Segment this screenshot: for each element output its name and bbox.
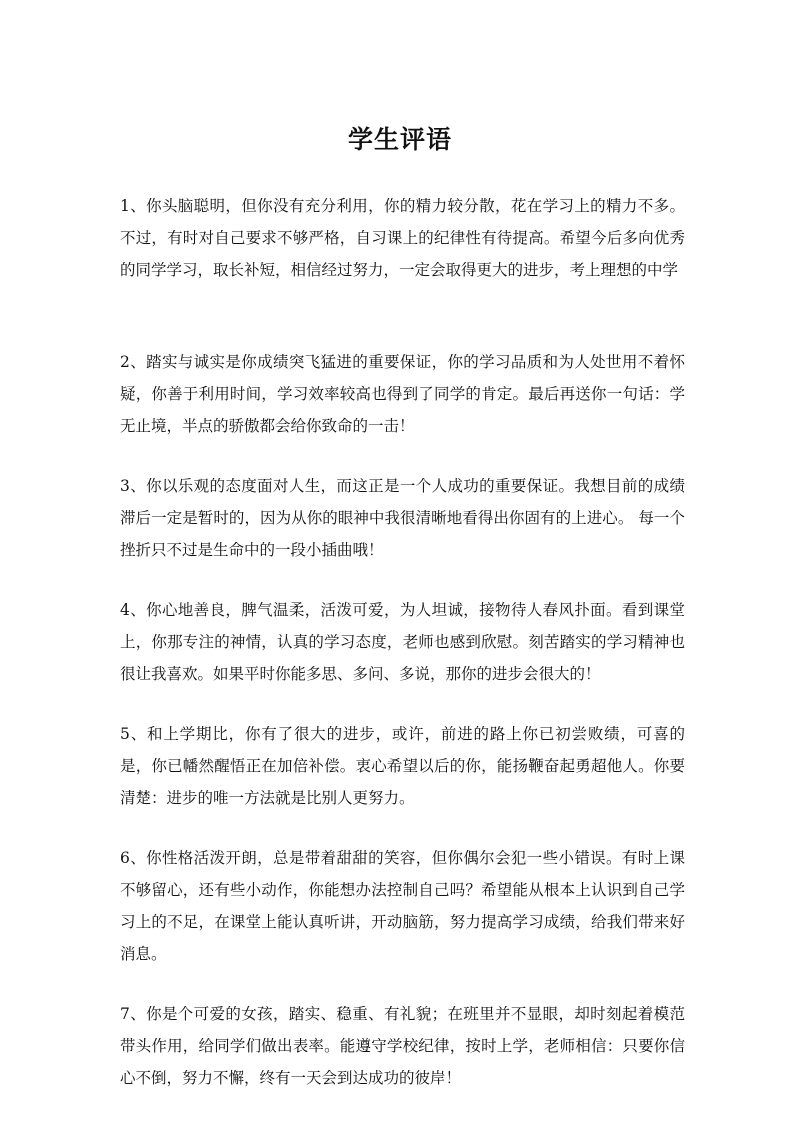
- comment-paragraph-3: 3、你以乐观的态度面对人生，而这正是一个人成功的重要保证。我想目前的成绩滞后一定是暂时的，因为从你的眼神中我很清晰地看得出你固有的上进心。 每一个挫折只不过是生命中的一段小插曲哦！: [120, 477, 685, 559]
- document-title: 学生评语: [347, 125, 452, 154]
- comment-paragraph-7: 7、你是个可爱的女孩，踏实、稳重、有礼貌；在班里并不显眼，却时刻起着模范带头作用，给同学们做出表率。能遵守学校纪律，按时上学，老师相信：只要你信心不倒，努力不懈，终有一天会到达成功的彼岸！: [120, 1005, 685, 1087]
- comment-paragraph-5: 5、和上学期比，你有了很大的进步，或许，前进的路上你已初尝败绩，可喜的是，你已幡然醒悟正在加倍补偿。衷心希望以后的你，能扬鞭奋起勇超他人。你要清楚：进步的唯一方法就是比别人更努力。: [120, 725, 685, 807]
- comment-paragraph-4: 4、你心地善良，脾气温柔，活泼可爱，为人坦诚，接物待人春风扑面。看到课堂上，你那专注的神情，认真的学习态度，老师也感到欣慰。刻苦踏实的学习精神也很让我喜欢。如果平时你能多思、多问、多说，那你的进步会很大的！: [120, 601, 685, 683]
- comment-list: [120, 190, 685, 1094]
- comment-paragraph-6: 6、你性格活泼开朗，总是带着甜甜的笑容，但你偶尔会犯一些小错误。有时上课不够留心，还有些小动作，你能想办法控制自己吗？希望能从根本上认识到自己学习上的不足，在课堂上能认真听讲，开动脑筋，努力提高学习成绩，给我们带来好消息。: [120, 849, 685, 963]
- comment-paragraph-1: 1、你头脑聪明，但你没有充分利用，你的精力较分散，花在学习上的精力不多。不过，有时对自己要求不够严格，自习课上的纪律性有待提高。希望今后多向优秀的同学学习，取长补短，相信经过努力，一定会取得更大的进步，考上理想的中学: [120, 197, 685, 279]
- comment-paragraph-2: 2、踏实与诚实是你成绩突飞猛进的重要保证，你的学习品质和为人处世用不着怀疑，你善于利用时间，学习效率较高也得到了同学的肯定。最后再送你一句话：学无止境，半点的骄傲都会给你致命的一击！: [120, 353, 685, 435]
